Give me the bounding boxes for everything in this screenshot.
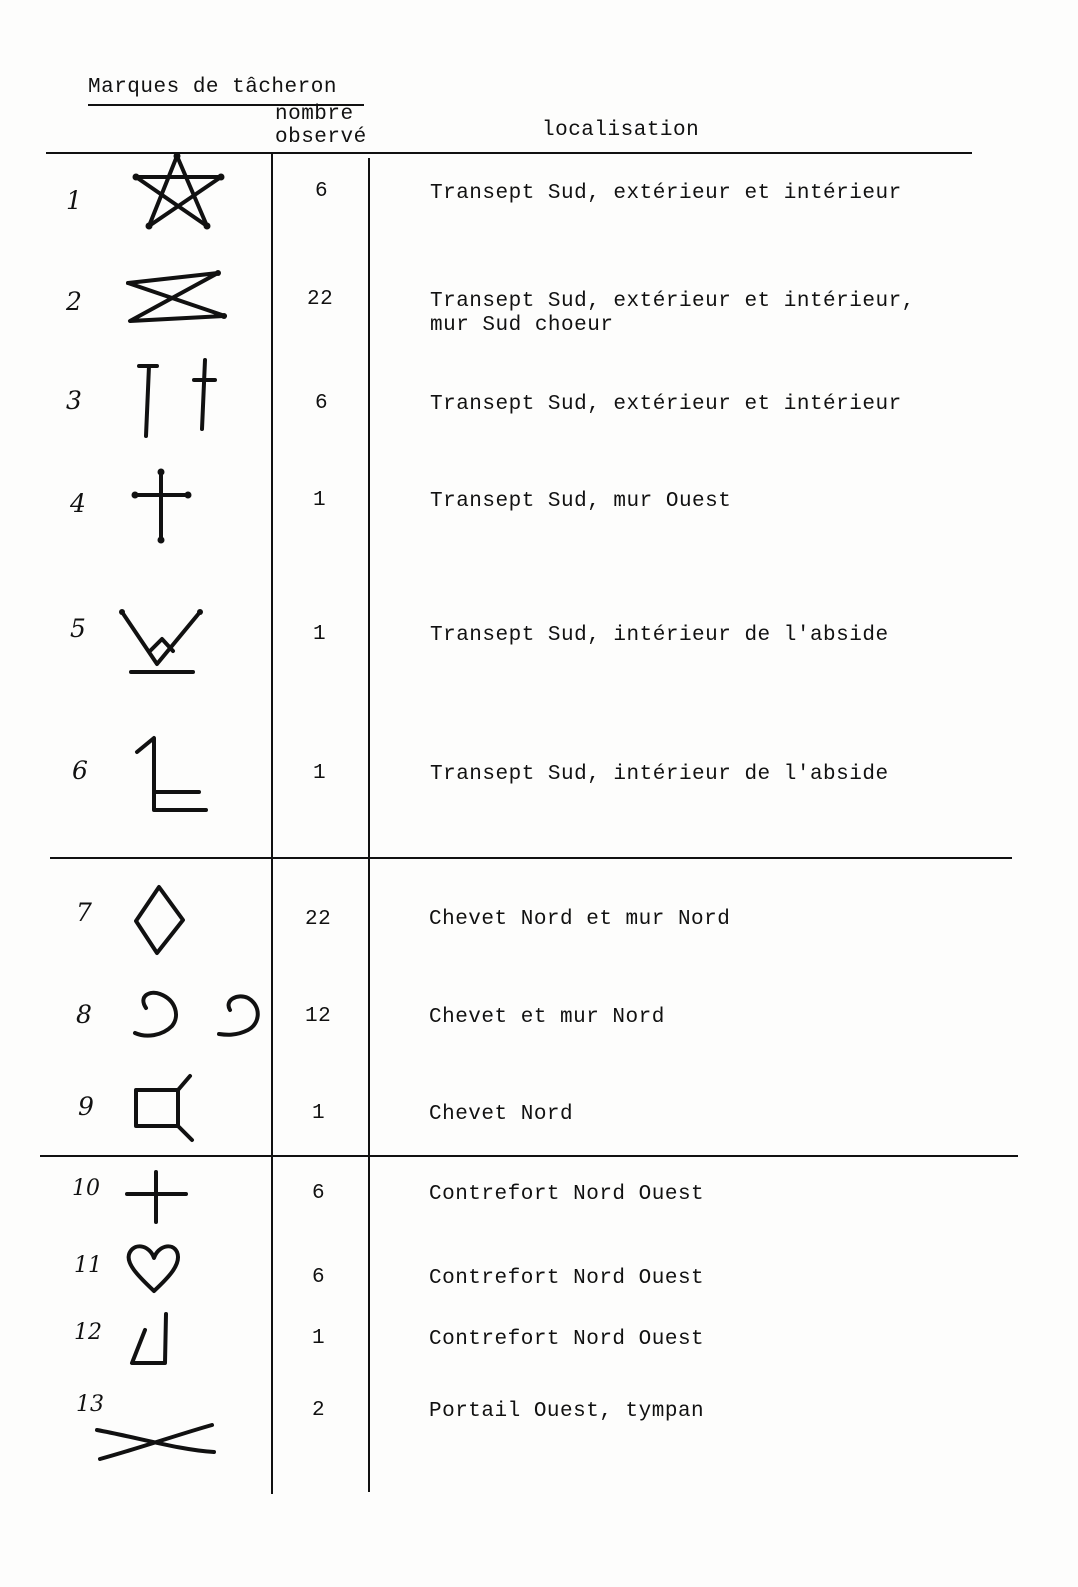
- row-location: Transept Sud, extérieur et intérieur: [430, 182, 902, 205]
- heart-mark: [129, 1246, 178, 1291]
- diamond-mark: [136, 887, 183, 953]
- row-number: 4: [70, 489, 86, 518]
- row-location: Contrefort Nord Ouest: [429, 1267, 705, 1290]
- row-count: 1: [312, 1327, 326, 1350]
- row-count: 6: [312, 1266, 326, 1289]
- row-number: 2: [66, 287, 82, 316]
- row-count: 12: [305, 1005, 332, 1028]
- row-number: 7: [76, 898, 92, 927]
- row-number: 1: [66, 186, 82, 215]
- row-location: Portail Ouest, tympan: [429, 1400, 705, 1423]
- row-count: 6: [315, 392, 329, 415]
- row-location: Contrefort Nord Ouest: [429, 1183, 705, 1206]
- double-cross-mark: [139, 360, 215, 436]
- row-location: Chevet et mur Nord: [429, 1006, 665, 1029]
- square-branch-mark: [136, 1076, 192, 1140]
- row-location: Transept Sud, intérieur de l'abside: [430, 763, 889, 786]
- row-count: 1: [313, 489, 327, 512]
- location-header: localisation: [542, 119, 700, 142]
- row-count: 22: [307, 288, 334, 311]
- row-count: 1: [313, 762, 327, 785]
- row-count: 6: [312, 1182, 326, 1205]
- row-location: Transept Sud, extérieur et intérieur: [430, 393, 902, 416]
- row-location: Transept Sud, mur Ouest: [430, 490, 732, 513]
- row-number: 9: [78, 1092, 94, 1121]
- row-count: 1: [313, 623, 327, 646]
- row-location: Transept Sud, intérieur de l'abside: [430, 624, 889, 647]
- row-number: 12: [74, 1320, 102, 1345]
- x-cross-mark: [97, 1425, 214, 1459]
- row-location: Chevet Nord et mur Nord: [429, 908, 731, 931]
- pentagram-mark: [133, 153, 225, 230]
- count-header-line1: nombre: [275, 103, 354, 126]
- row-location-continued: mur Sud choeur: [430, 314, 614, 337]
- row-number: 5: [70, 614, 86, 643]
- row-count: 1: [312, 1102, 326, 1125]
- row-number: 8: [76, 1000, 92, 1029]
- row-number: 11: [74, 1253, 102, 1278]
- spiral-mark: [135, 993, 258, 1036]
- flag-angle-mark: [137, 738, 206, 810]
- cross-mark: [132, 469, 192, 544]
- row-count: 22: [305, 908, 332, 931]
- row-count: 6: [315, 180, 329, 203]
- row-number: 3: [66, 386, 82, 415]
- plain-cross-mark: [127, 1172, 186, 1222]
- row-count: 2: [312, 1399, 326, 1422]
- hook-angle-mark: [132, 1314, 166, 1363]
- row-number: 6: [72, 756, 88, 785]
- count-header-line2: observé: [275, 126, 367, 149]
- row-number: 10: [72, 1176, 100, 1201]
- hourglass-mark: [128, 270, 227, 321]
- table-title: Marques de tâcheron: [88, 76, 337, 99]
- v-diamond-mark: [119, 609, 203, 672]
- row-location: Transept Sud, extérieur et intérieur,: [430, 290, 915, 313]
- row-number: 13: [76, 1392, 104, 1417]
- row-location: Chevet Nord: [429, 1103, 574, 1126]
- row-location: Contrefort Nord Ouest: [429, 1328, 705, 1351]
